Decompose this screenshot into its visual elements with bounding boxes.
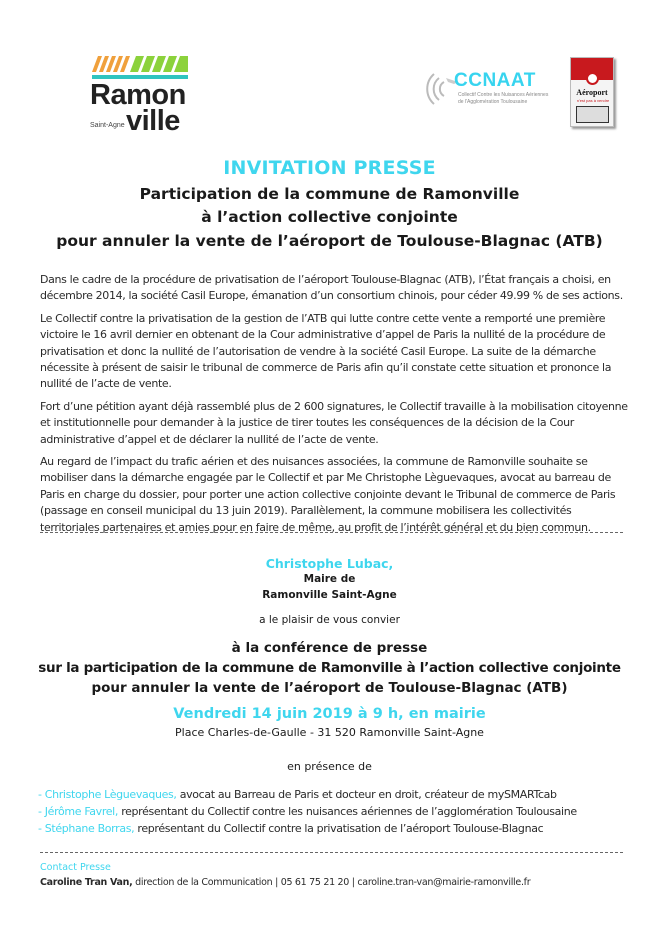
logo-text-saint-agne: Saint-Agne [90, 122, 125, 129]
event-date: Vendredi 14 juin 2019 à 9 h, en mairie [173, 706, 486, 722]
subtitle-line-2: à l’action collective conjointe [201, 208, 458, 226]
event-line-3: pour annuler la vente de l’aéroport de Toulouse-Blagnac (ATB) [91, 680, 568, 696]
subtitle-line-3: pour annuler la vente de l’aéroport de Toulouse-Blagnac (ATB) [56, 232, 603, 250]
ccnaat-title: CCNAAT [454, 70, 536, 91]
host-role-2: Ramonville Saint-Agne [262, 589, 397, 601]
presence-label: en présence de [287, 760, 372, 773]
guest-desc: avocat au Barreau de Paris et docteur en droit, créateur de mySMARTcab [176, 788, 557, 801]
paragraph: Au regard de l’impact du trafic aérien et des nuisances associées, la commune de Ramonville souhaite se mobiliser dans la démarche engagée par le Collectif et par Me Christophe Lèguevaques, avocat au barreau de Paris en charge du dossier, pour porter une action collective conjointe devant le Tribunal de commerce de Paris (passage en conseil municipal du 13 juin 2019). Parallèlement, la commune mobilisera les collectivités territoriales partenaires et amies pour en faire de même, au profit de l’intérêt général et du bien commun. [40, 455, 616, 534]
paragraph: Fort d’une pétition ayant déjà rassemblé plus de 2 600 signatures, le Collectif travaille à la mobilisation citoyenne et institutionnelle pour demander à la justice de tirer toutes les conséquences de la décision de la Cour administrative d’appel et de déclarer la nullité de l’acte de vente. [40, 399, 628, 446]
contact-label: Contact Presse [40, 862, 111, 873]
logo-text-ville: ville [126, 105, 180, 137]
guest-item [38, 786, 638, 803]
guest-desc: représentant du Collectif contre les nuisances aériennes de l’agglomération Toulousaine [118, 805, 577, 818]
invitation-intro: a le plaisir de vous convier [259, 614, 400, 626]
ccnaat-logo [420, 70, 550, 110]
body-text [40, 272, 630, 542]
logo-text-ramon: Ramon [90, 79, 186, 111]
book-badge-icon [586, 72, 599, 85]
paragraph: Le Collectif contre la privatisation de la gestion de l’ATB qui lutte contre cette vente a remporté une première victoire le 16 avril dernier en obtenant de la Cour administrative d’appel de Paris la nullité de la procédure de privatisation et donc la nullité de l’autorisation de vendre à la société Casil Europe. La suite de la démarche nécessite à présent de saisir le tribunal de commerce de Paris afin qu’il constate cette situation et prononce la nullité de l’acte de vente. [40, 311, 612, 391]
guest-name: - Christophe Lèguevaques, [38, 788, 177, 801]
event-line-1: à la conférence de presse [231, 640, 428, 656]
guest-name: - Stéphane Borras, [38, 822, 135, 835]
ccnaat-subtitle-1: Collectif Contre les Nuisances Aériennes [458, 92, 549, 98]
contact-line [40, 877, 530, 888]
host-name: Christophe Lubac, [265, 556, 394, 571]
divider [40, 852, 623, 853]
guest-desc: représentant du Collectif contre la privatisation de l’aéroport Toulouse-Blagnac [134, 822, 544, 835]
contact-details: direction de la Communication | 05 61 75 21 20 | caroline.tran-van@mairie-ramonville.fr [132, 877, 531, 888]
ccnaat-subtitle-2: de l'Agglomération Toulousaine [458, 99, 528, 105]
subtitle-line-1: Participation de la commune de Ramonville [139, 185, 520, 203]
divider [40, 532, 623, 533]
guest-list [38, 786, 638, 837]
page-title: INVITATION PRESSE [223, 157, 436, 179]
book-cover-image [570, 57, 614, 127]
book-title: Aéroport [576, 88, 608, 97]
guest-item [38, 803, 638, 820]
stripes-icon [92, 56, 188, 72]
event-line-2: sur la participation de la commune de Ramonville à l’action collective conjointe [38, 660, 621, 676]
guest-item [38, 820, 638, 837]
contact-name: Caroline Tran Van, [40, 877, 133, 888]
ramonville-logo [90, 50, 190, 135]
guest-name: - Jérôme Favrel, [38, 805, 119, 818]
book-warning-box [576, 106, 609, 123]
host-role-1: Maire de [303, 573, 356, 585]
book-subtitle: n'est pas à vendre [576, 98, 610, 103]
ccnaat-subtitle [458, 92, 558, 106]
paragraph: Dans le cadre de la procédure de privatisation de l’aéroport Toulouse-Blagnac (ATB), l’État français a choisi, en décembre 2014, la société Casil Europe, émanation d’un consortium chinois, pour céder 49.99 % de ses actions. [40, 273, 623, 303]
event-address: Place Charles-de-Gaulle - 31 520 Ramonville Saint-Agne [175, 726, 484, 739]
